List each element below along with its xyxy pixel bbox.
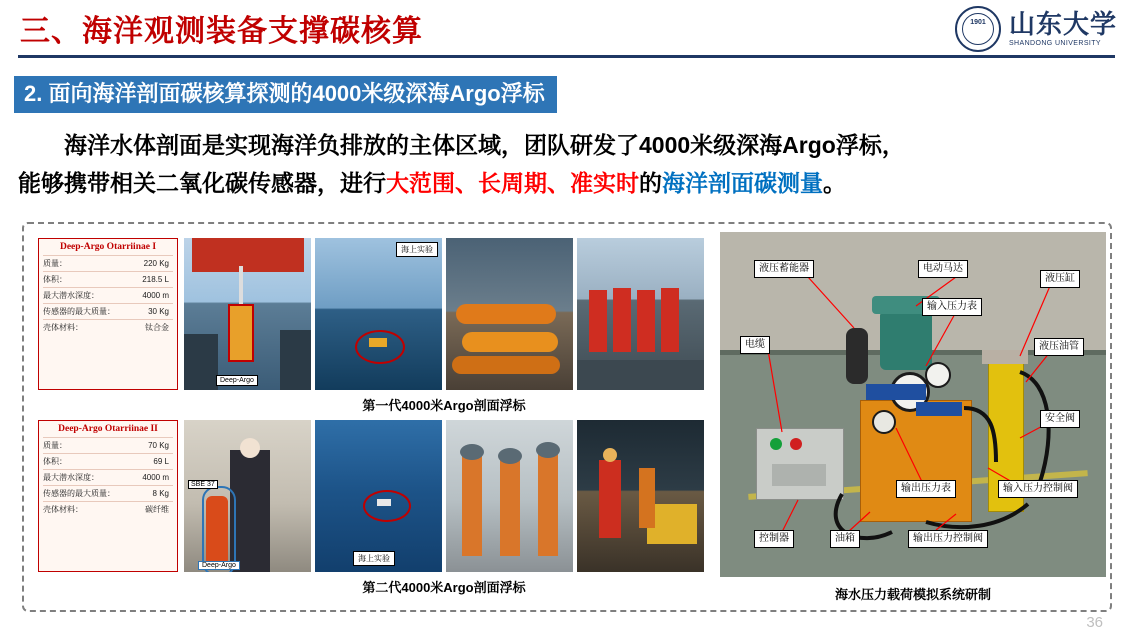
- label-hydraulic-cylinder: 液压缸: [1040, 270, 1080, 288]
- photo-indoor-float: [184, 420, 311, 572]
- spec-key: 传感器的最大质量：: [43, 307, 115, 316]
- spec-value: 4000 m: [142, 291, 169, 300]
- header-divider: [18, 55, 1115, 58]
- spec-row: [43, 271, 173, 287]
- highlight-near-realtime: 准实时: [570, 170, 639, 196]
- label-oil-tank: 油箱: [830, 530, 860, 548]
- label-controller: 控制器: [754, 530, 794, 548]
- photo-buoys-deck: [446, 238, 573, 390]
- spec-value: 8 Kg: [152, 489, 169, 498]
- page-number: 36: [1086, 614, 1103, 631]
- photo-lab-floats: [446, 420, 573, 572]
- argo-photo-grid: [32, 232, 712, 602]
- university-logo: [955, 4, 1117, 54]
- spec-value: 碳纤维: [145, 505, 169, 514]
- spec-value: 30 Kg: [148, 307, 169, 316]
- body-line2-end: 。: [823, 170, 846, 196]
- highlight-profile-carbon: 海洋剖面碳测量: [662, 170, 823, 196]
- spec-row: [43, 319, 173, 335]
- spec-value: 钛合金: [145, 323, 169, 332]
- photo-deck-operation: [577, 420, 704, 572]
- seal-year-label: 1901: [970, 19, 986, 26]
- photo-sea-trial-1: [315, 238, 442, 390]
- tag-sbe37: SBE 37: [188, 480, 218, 489]
- logo-text-cn: 山东大学: [1008, 9, 1117, 39]
- body-paragraph: [18, 126, 1118, 202]
- spec-key: 最大潜水深度：: [43, 473, 99, 482]
- label-hydraulic-oil-pipe: 液压油管: [1034, 338, 1084, 356]
- spec-key: 质量：: [43, 441, 67, 450]
- university-seal-icon: [955, 6, 1001, 52]
- spec-value: 69 L: [153, 457, 169, 466]
- label-electric-motor: 电动马达: [918, 260, 968, 278]
- spec-value: 70 Kg: [148, 441, 169, 450]
- spec-row: [43, 255, 173, 271]
- tag-sea-trial-2: 海上实验: [353, 551, 395, 566]
- label-output-pressure-gauge: 输出压力表: [896, 480, 956, 498]
- spec-key: 壳体材料：: [43, 505, 83, 514]
- tag-deep-argo-1: Deep-Argo: [216, 375, 258, 386]
- spec-key: 传感器的最大质量：: [43, 489, 115, 498]
- tag-sea-trial-1: 海上实验: [396, 242, 438, 257]
- photo-sea-trial-2: [315, 420, 442, 572]
- caption-hydraulic-system: 海水压力载荷模拟系统研制: [834, 587, 991, 602]
- caption-gen1: 第一代4000米Argo剖面浮标: [362, 398, 526, 413]
- spec-row: [43, 437, 173, 453]
- body-line2-b: 的: [639, 170, 662, 196]
- spec-table-gen2: [38, 420, 178, 572]
- label-input-pressure-gauge: 输入压力表: [922, 298, 982, 316]
- spec-row: [43, 501, 173, 517]
- tag-deep-argo-2: Deep-Argo: [198, 561, 240, 570]
- label-output-pressure-valve: 输出压力控制阀: [908, 530, 988, 548]
- spec-value: 220 Kg: [143, 259, 169, 268]
- spec-row: [43, 303, 173, 319]
- label-input-pressure-valve: 输入压力控制阀: [998, 480, 1078, 498]
- spec-table-gen1: [38, 238, 178, 390]
- hydraulic-system-photo: [720, 232, 1106, 577]
- sep-2: 、: [547, 170, 570, 196]
- photo-argo-deployment: [184, 238, 311, 390]
- photo-team-1: [577, 238, 704, 390]
- spec-key: 壳体材料：: [43, 323, 83, 332]
- body-line1: 海洋水体剖面是实现海洋负排放的主体区域，团队研发了4000米级深海Argo浮标，: [64, 132, 905, 158]
- body-line2-a: 能够携带相关二氧化碳传感器，进行: [18, 170, 386, 196]
- spec-value: 4000 m: [142, 473, 169, 482]
- spec-key: 体积：: [43, 275, 67, 284]
- spec-value: 218.5 L: [142, 275, 169, 284]
- hydraulic-system-block: [720, 232, 1106, 602]
- slide-header: [0, 0, 1133, 60]
- spec-key: 质量：: [43, 259, 67, 268]
- spec-title-gen2: Deep-Argo Otarriinae II: [58, 424, 158, 434]
- spec-key: 体积：: [43, 457, 67, 466]
- spec-title-gen1: Deep-Argo Otarriinae I: [59, 242, 157, 252]
- logo-text-en: SHANDONG UNIVERSITY: [1008, 39, 1101, 47]
- highlight-wide-range: 大范围: [386, 170, 455, 196]
- sep-1: 、: [455, 170, 478, 196]
- spec-row: [43, 453, 173, 469]
- spec-row: [43, 469, 173, 485]
- page-title: 三、海洋观测装备支撑碳核算: [20, 15, 423, 48]
- label-cable: 电缆: [740, 336, 770, 354]
- label-hydraulic-accumulator: 液压蓄能器: [754, 260, 814, 278]
- section-heading: 2. 面向海洋剖面碳核算探测的4000米级深海Argo浮标: [14, 76, 557, 113]
- caption-gen2: 第二代4000米Argo剖面浮标: [362, 580, 526, 595]
- content-panel: [22, 222, 1112, 612]
- highlight-long-cycle: 长周期: [478, 170, 547, 196]
- spec-row: [43, 485, 173, 501]
- spec-key: 最大潜水深度：: [43, 291, 99, 300]
- spec-row: [43, 287, 173, 303]
- label-safety-valve: 安全阀: [1040, 410, 1080, 428]
